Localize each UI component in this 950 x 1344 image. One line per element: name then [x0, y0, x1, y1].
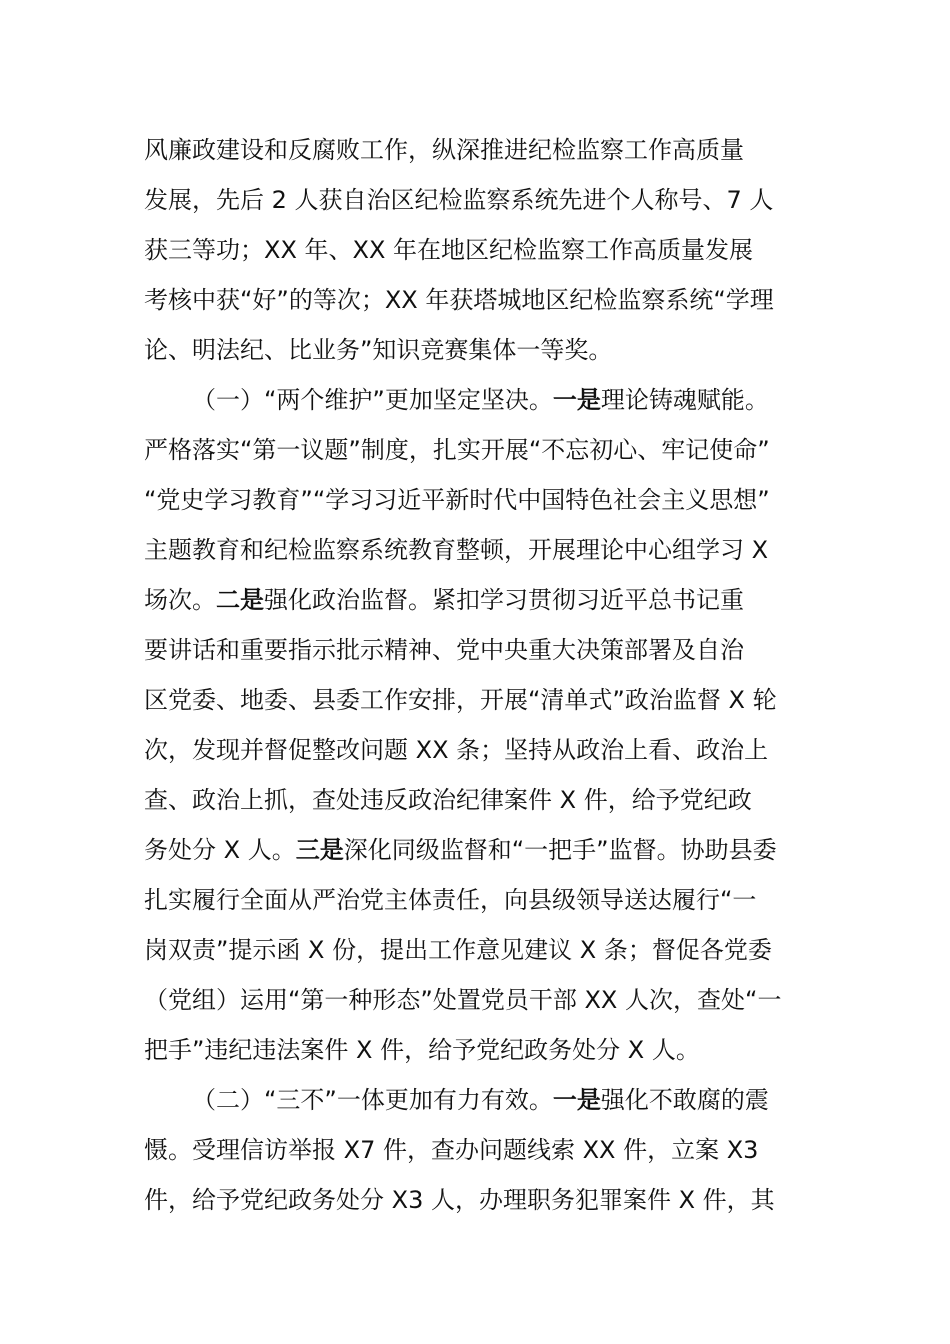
line-text: 深化同级监督和“一把手”监督。协助县委	[343, 836, 777, 864]
text-line	[144, 175, 824, 225]
text-line	[144, 875, 824, 925]
line-text: “党史学习教育”“学习习近平新时代中国特色社会主义思想”	[144, 486, 770, 514]
text-line	[144, 1075, 824, 1125]
line-text: （二）“三不”一体更加有力有效。	[192, 1086, 553, 1114]
line-text: 慑。受理信访举报 X7 件，查办问题线索 XX 件，立案 X3	[144, 1136, 759, 1164]
line-text: （党组）运用“第一种形态”处置党员干部 XX 人次，查处“一	[144, 986, 782, 1014]
line-text: 要讲话和重要指示批示精神、党中央重大决策部署及自治	[144, 636, 744, 664]
bold-marker-text: 二是	[216, 586, 264, 614]
line-text: 件，给予党纪政务处分 X3 人，办理职务犯罪案件 X 件，其	[144, 1186, 775, 1214]
line-text: 场次。	[144, 586, 216, 614]
line-text: 强化政治监督。紧扣学习贯彻习近平总书记重	[264, 586, 744, 614]
line-text: 强化不敢腐的震	[600, 1086, 769, 1114]
line-text: 考核中获“好”的等次；XX 年获塔城地区纪检监察系统“学理	[144, 286, 774, 314]
bold-marker-text: 三是	[295, 836, 344, 864]
text-line	[144, 825, 824, 875]
text-line	[144, 525, 824, 575]
text-line	[144, 925, 824, 975]
text-line	[144, 275, 824, 325]
line-text: 主题教育和纪检监察系统教育整顿，开展理论中心组学习 X	[144, 536, 769, 564]
line-text: 获三等功；XX 年、XX 年在地区纪检监察工作高质量发展	[144, 236, 754, 264]
line-text: 岗双责”提示函 X 份，提出工作意见建议 X 条；督促各党委	[144, 936, 772, 964]
line-text: 区党委、地委、县委工作安排，开展“清单式”政治监督 X 轮	[144, 686, 777, 714]
line-text: 次，发现并督促整改问题 XX 条；坚持从政治上看、政治上	[144, 736, 769, 764]
line-text: 理论铸魂赋能。	[600, 386, 769, 414]
line-text: 论、明法纪、比业务”知识竞赛集体一等奖。	[144, 336, 613, 364]
line-text: 风廉政建设和反腐败工作，纵深推进纪检监察工作高质量	[144, 136, 744, 164]
line-text: 务处分 X 人。	[144, 836, 296, 864]
line-text: 严格落实“第一议题”制度，扎实开展“不忘初心、牢记使命”	[144, 436, 770, 464]
text-line	[144, 125, 824, 175]
bold-marker-text: 一是	[552, 1086, 601, 1114]
text-line	[144, 375, 824, 425]
line-text: 把手”违纪违法案件 X 件，给予党纪政务处分 X 人。	[144, 1036, 700, 1064]
text-line	[144, 775, 824, 825]
text-line	[144, 575, 824, 625]
bold-marker-text: 一是	[552, 386, 601, 414]
line-text: （一）“两个维护”更加坚定坚决。	[192, 386, 553, 414]
text-line	[144, 225, 824, 275]
line-text: 查、政治上抓，查处违反政治纪律案件 X 件，给予党纪政	[144, 786, 752, 814]
text-line	[144, 1125, 824, 1175]
text-line	[144, 1025, 824, 1075]
text-line	[144, 325, 824, 375]
text-line	[144, 675, 824, 725]
text-line	[144, 425, 824, 475]
text-line	[144, 725, 824, 775]
text-line	[144, 475, 824, 525]
line-text: 扎实履行全面从严治党主体责任，向县级领导送达履行“一	[144, 886, 757, 914]
text-line	[144, 975, 824, 1025]
text-line	[144, 625, 824, 675]
line-text: 发展，先后 2 人获自治区纪检监察系统先进个人称号、7 人	[144, 186, 774, 214]
document-body	[144, 125, 824, 1225]
text-line	[144, 1175, 824, 1225]
